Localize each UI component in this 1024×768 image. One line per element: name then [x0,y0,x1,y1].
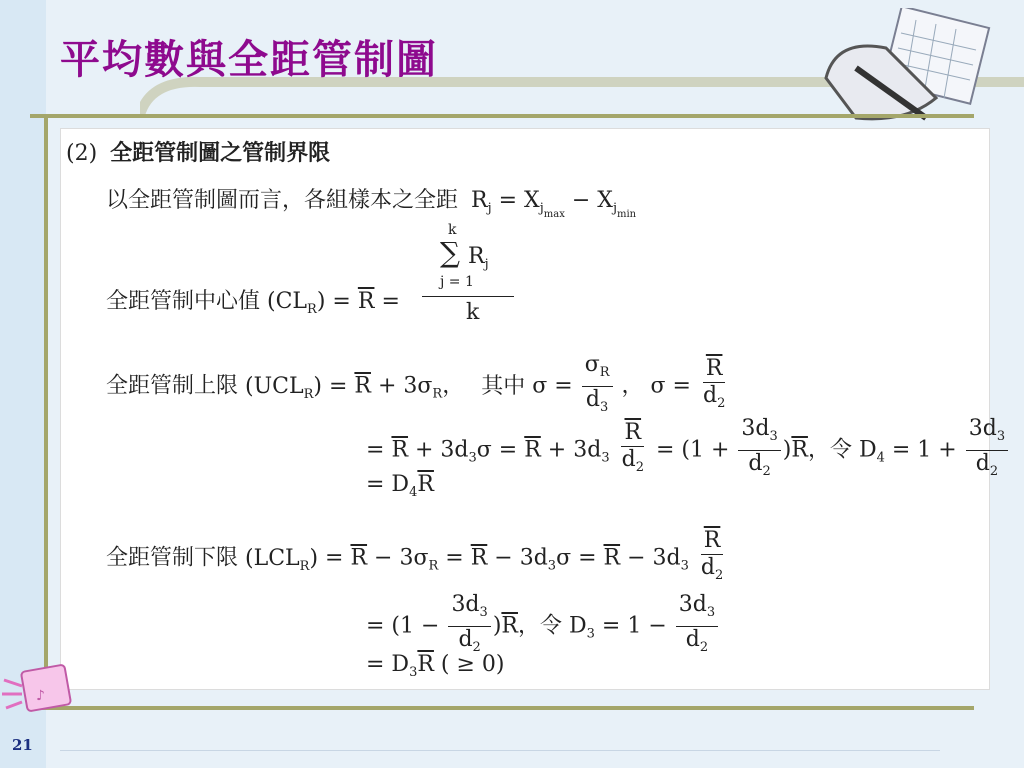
sum-symbol: ∑ [440,236,460,269]
footer-line [60,750,940,751]
cl-rbar: $\overline{R}$ [357,289,375,314]
lcl-line-2: = (1 − $\frac{3d_3}{d_2}$ )$\overline{R}$，令 $D_3 = 1$ − $\frac{3d_3}{d_2}$ [366,592,720,661]
cl-equals: = [381,289,400,314]
lcl-line-1: 全距管制下限 $(LCL_R) = \overline{R} - 3\sigma_R = \overline{R} - 3d_3\sigma = \overline{R} - 3d_3$ $\frac{\overline{R}}{d_2}$ [106,528,724,583]
slide-title: 平均數與全距管制圖 [60,37,438,83]
ucl-label-text: 全距管制上限 [106,373,239,399]
cl-denominator: k [466,300,480,325]
svg-text:♪: ♪ [36,688,45,704]
sum-upper-limit: k [448,222,457,238]
lcl-line-3: = $D_3\overline{R}$ ( ≥ 0) [366,652,505,680]
ucl-label-symbol: $(UCL_R)$ = [245,373,355,402]
ucl-line-3: = $D_4\overline{R}$ [366,472,434,500]
sum-lower-limit: j = 1 [440,274,474,290]
heading-text: 全距管制圖之管制界限 [110,141,331,166]
heading-number: (2) [66,141,98,166]
ucl-where: 其中 [481,373,526,399]
cl-line [106,284,400,317]
cl-label-text: 全距管制中心值 [106,289,261,314]
ucl-line-1: 全距管制上限 $(UCL_R) = \overline{R} + 3\sigma_R$， 其中 σ = $\frac{\sigma_R}{d_3}$ ， σ = $\frac{\overline{R}}{d_2}$ [106,352,730,421]
sum-term: $R_j$ [468,244,489,272]
top-divider [30,114,974,118]
ucl-sigma-fraction-2: $\frac{\overline{R}}{d_2}$ [702,356,726,411]
bottom-divider [30,706,974,710]
intro-line [106,183,636,220]
lcl-label-text: 全距管制下限 [106,545,239,571]
section-heading [66,136,330,167]
ucl-sigma-fraction-1: $\frac{\sigma_R}{d_3}$ [582,352,613,421]
cl-fraction-bar [422,296,514,297]
ticket-icon [0,660,80,720]
notebook-pen-icon [816,8,996,128]
range-formula: $R_j = X_{j_{max}} - X_{j_{min}}$ [471,188,637,220]
left-divider [44,114,48,710]
cl-label-symbol: $(CL_R)$ = [267,289,358,317]
lcl-label-symbol: $(LCL_R)$ [245,545,326,574]
ucl-line-2: = $\overline{R} + 3d_3\sigma = \overline{R} + 3d_3$ $\frac{\overline{R}}{d_2}$ = (1 + $\frac{3d_3}{d_2}$ )$\overline{R}$，令 $D_4 = 1$ + $\frac{3d_3}{d_2}$ [366,416,1010,485]
page-number: 21 [12,736,33,754]
intro-text: 以全距管制圖而言，各組樣本之全距 [106,188,459,213]
